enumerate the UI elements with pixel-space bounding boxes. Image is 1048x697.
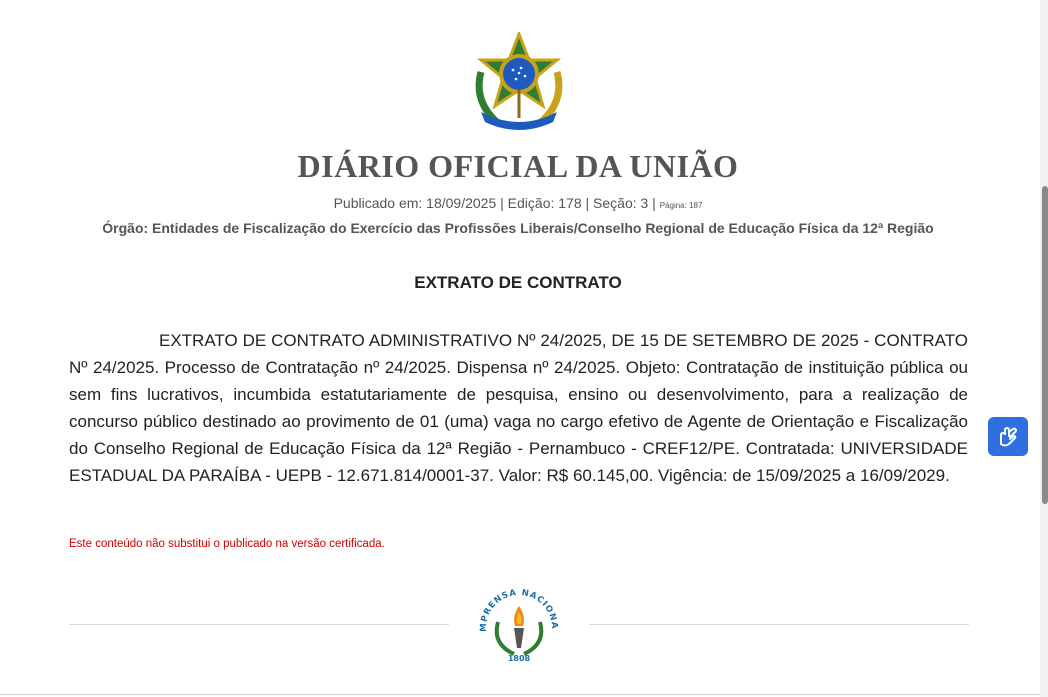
page-bottom-border: [0, 694, 1040, 695]
issuing-organ: Órgão: Entidades de Fiscalização do Exercício das Profissões Liberais/Conselho Regional de Educação Física da 12ª Região: [102, 220, 934, 236]
page-title: DIÁRIO OFICIAL DA UNIÃO: [297, 148, 739, 184]
publication-details: Publicado em: 18/09/2025 | Edição: 178 | Seção: 3 |: [333, 195, 656, 211]
imprensa-nacional-logo-icon: [474, 582, 564, 666]
section-heading: EXTRATO DE CONTRATO: [414, 273, 622, 292]
logo-year: 1808: [507, 654, 531, 663]
footer-divider-left: [69, 624, 449, 625]
contract-text: EXTRATO DE CONTRATO ADMINISTRATIVO Nº 24/2025, DE 15 DE SETEMBRO DE 2025 - CONTRATO Nº 24/2025. Processo de Contratação nº 24/2025. Dispensa nº 24/2025. Objeto: Contratação de instituição pública ou sem fins lucrativos, incumbida estatutariamente de pesquisa, ensino ou desenvolvimento, para a realização de concurso público destinado ao provimento de 01 (uma) vaga no cargo efetivo de Agente de Orientação e Fiscalização do Conselho Regional de Educação Física da 12ª Região - Pernambuco - CREF12/PE. Contratada: UNIVERSIDADE ESTADUAL DA PARAÍBA - UEPB - 12.671.814/0001-37. Valor: R$ 60.145,00. Vigência: de 15/09/2025 a 16/09/2029.: [69, 331, 968, 485]
sign-language-accessibility-button[interactable]: [988, 417, 1028, 456]
page-number: Página: 187: [659, 201, 703, 210]
footer-divider-right: [589, 624, 969, 625]
publication-info: [0, 195, 1036, 211]
sign-language-hands-icon: [995, 424, 1021, 450]
certification-disclaimer: Este conteúdo não substitui o publicado na versão certificada.: [69, 538, 385, 550]
logo-top-text: MPRENSA NACIONA: [478, 587, 560, 632]
brazil-coat-of-arms-icon: [469, 32, 569, 134]
vertical-scrollbar-thumb[interactable]: [1042, 186, 1048, 504]
